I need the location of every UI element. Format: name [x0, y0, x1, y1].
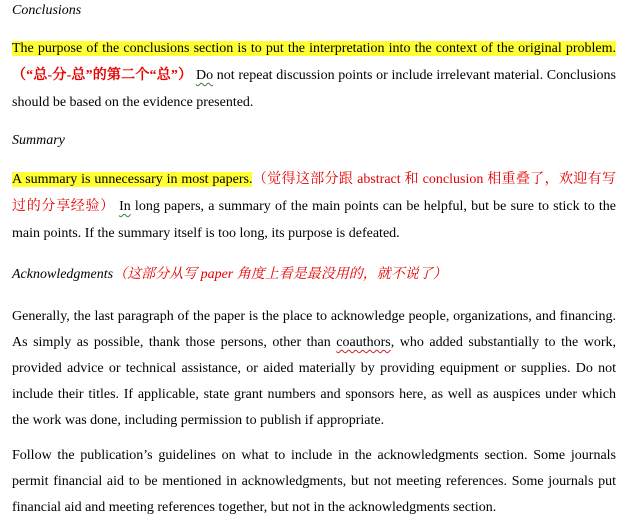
acknowledgments-heading-line [12, 266, 447, 284]
conclusions-heading: Conclusions [12, 3, 82, 18]
acknowledgments-underlined-word: coauthors [336, 335, 391, 350]
conclusions-paragraph [12, 35, 616, 116]
acknowledgments-paragraph-1 [12, 304, 616, 434]
summary-note: （觉得这部分跟 abstract 和 conclusion 相重叠了，欢迎有写过的分享经验） [12, 172, 616, 214]
summary-heading: Summary [12, 133, 65, 148]
conclusions-highlighted-text: The purpose of the conclusions section is to put the interpretation into the context of the original problem. [12, 41, 616, 56]
acknowledgments-paragraph-2: Follow the publication’s guidelines on what to include in the acknowledgments section. Some journals permit financial aid to be mentioned in acknowledgments, but not meeting references. Some journals put financial aid and meeting references together, but not in the acknowledgments section. [12, 448, 616, 515]
conclusions-body-text: not repeat discussion points or include irrelevant material. Conclusions should be based on the evidence presented. [12, 68, 616, 110]
conclusions-underlined-word: Do [195, 68, 214, 83]
acknowledgments-p1-text-a: Generally, the last paragraph of the paper is the place to acknowledge people, organizations, and financing. As simply as possible, thank those persons, other than [12, 309, 616, 350]
acknowledgments-note: （这部分从写 paper 角度上看是最没用的，就不说了） [113, 267, 447, 282]
summary-highlighted-text: A summary is unnecessary in most papers. [12, 172, 253, 187]
summary-underlined-word: In [119, 199, 131, 214]
acknowledgments-p1-text-b: , who added substantially to the work, provided advice or technical assistance, or aided materially by providing equipment or supplies. Do not include their titles. If applicable, state grant numbers and sponsors here, as well as auspices under which the work was done, including permission to publish if appropriate. [12, 335, 616, 428]
conclusions-note: （“总-分-总”的第二个“总”） [12, 68, 193, 83]
summary-paragraph [12, 166, 616, 247]
acknowledgments-heading: Acknowledgments [12, 267, 114, 282]
summary-body-text: long papers, a summary of the main points can be helpful, but be sure to stick to the main points. If the summary itself is too long, its purpose is defeated. [12, 199, 617, 241]
